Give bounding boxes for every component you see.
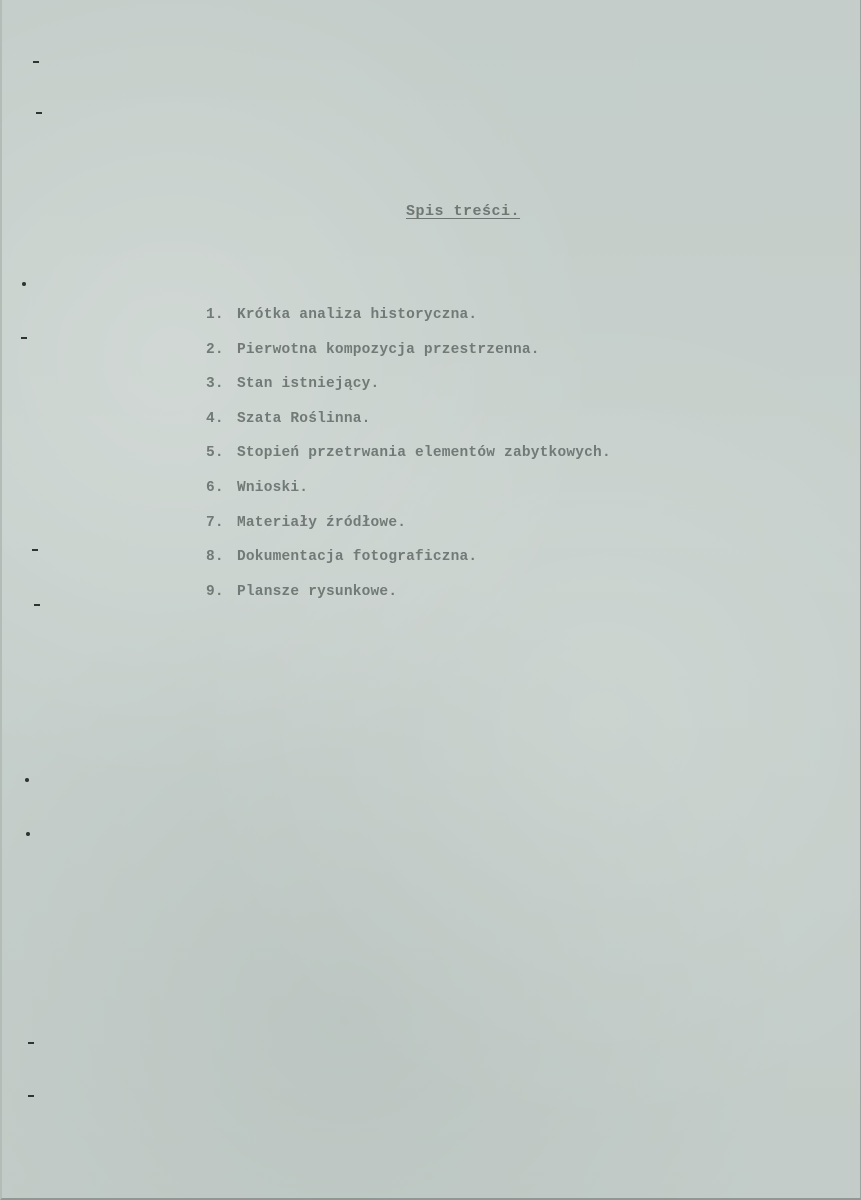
toc-item-text: Plansze rysunkowe. [237,583,398,600]
toc-item-text: Krótka analiza historyczna. [237,307,478,323]
page-title: Spis treści. [406,203,521,220]
toc-item [206,515,611,550]
toc-item-number: 7. [206,514,224,531]
margin-mark [22,282,26,286]
margin-mark [26,832,30,836]
toc-item-text: Materiały źródłowe. [237,514,407,531]
toc-item [206,584,611,619]
toc-item-text: Szata Roślinna. [237,410,371,427]
toc-item-text: Stan istniejący. [237,376,380,393]
toc-item [206,307,611,342]
margin-mark [28,1095,34,1097]
toc-item-number: 3. [206,376,224,393]
toc-item-text: Dokumentacja fotograficzna. [237,549,478,566]
toc-item-number: 1. [206,307,224,323]
margin-mark [25,778,29,782]
margin-mark [34,604,40,606]
margin-mark [36,112,42,114]
margin-mark [33,61,39,63]
toc-item [206,411,611,446]
toc-item-number: 5. [206,445,224,462]
toc-item [206,376,611,411]
margin-mark [32,549,38,551]
toc-item [206,480,611,515]
margin-mark [21,337,27,339]
toc-item [206,549,611,584]
toc-item-number: 8. [206,549,224,566]
toc-item-number: 2. [206,341,224,358]
toc-item [206,445,611,480]
toc-item-text: Pierwotna kompozycja przestrzenna. [237,341,540,358]
toc-item-number: 4. [206,410,224,427]
table-of-contents [206,307,611,618]
toc-item-number: 9. [206,583,224,600]
toc-item-text: Wnioski. [237,479,309,496]
margin-mark [28,1042,34,1044]
toc-item-text: Stopień przetrwania elementów zabytkowych. [237,445,611,462]
toc-item [206,342,611,377]
toc-item-number: 6. [206,479,224,496]
